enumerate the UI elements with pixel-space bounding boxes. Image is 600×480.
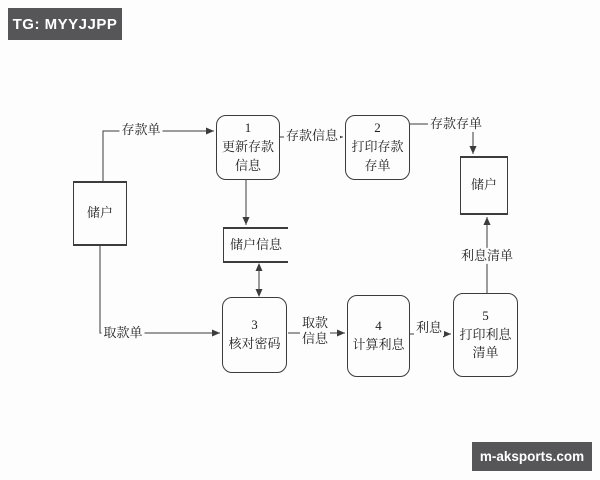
flow-label-withdrawal-info-line1: 取款 xyxy=(301,314,329,330)
process-3-verify-password xyxy=(222,297,287,373)
flow-label-interest: 利息 xyxy=(415,319,443,335)
process-5-label-line2: 清单 xyxy=(472,345,499,361)
process-2-print-deposit-certificate xyxy=(345,115,410,180)
process-1-label-line1: 更新存款 xyxy=(221,139,274,155)
data-store-label: 储户信息 xyxy=(229,236,282,252)
flow-label-deposit-info: 存款信息 xyxy=(285,127,339,143)
process-2-number: 2 xyxy=(374,120,381,136)
entity-depositor-right-label: 储户 xyxy=(470,177,497,193)
flow-label-deposit-certificate: 存款存单 xyxy=(429,115,483,131)
flow-label-withdrawal-info xyxy=(300,315,330,348)
process-1-number: 1 xyxy=(244,120,252,136)
flow-label-deposit-slip: 存款单 xyxy=(121,121,161,137)
process-5-print-interest-list xyxy=(453,293,518,377)
process-4-number: 4 xyxy=(375,318,382,334)
process-1-update-deposit-info xyxy=(216,115,280,180)
process-2-label-line2: 存单 xyxy=(364,157,391,173)
process-2-label-line1: 打印存款 xyxy=(351,139,404,155)
flow-label-interest-list: 利息清单 xyxy=(460,247,514,263)
flow-label-withdrawal-slip: 取款单 xyxy=(103,324,143,340)
process-4-label-line1: 计算利息 xyxy=(352,337,405,352)
entity-depositor-right xyxy=(460,156,508,215)
process-3-label-line1: 核对密码 xyxy=(228,336,281,351)
process-4-calculate-interest xyxy=(347,295,410,377)
process-1-label-line2: 信息 xyxy=(234,157,261,173)
entity-depositor-left-label: 储户 xyxy=(86,205,113,221)
process-5-label-line1: 打印利息 xyxy=(459,326,512,342)
watermark-website-badge: m-aksports.com xyxy=(472,442,592,471)
data-store-depositor-info xyxy=(223,227,288,263)
process-5-number: 5 xyxy=(482,307,489,323)
entity-depositor-left xyxy=(73,181,127,246)
flow-label-withdrawal-info-line2: 信息 xyxy=(301,331,329,346)
process-3-number: 3 xyxy=(251,317,258,333)
watermark-telegram-badge: TG: MYYJJPP xyxy=(8,8,122,40)
